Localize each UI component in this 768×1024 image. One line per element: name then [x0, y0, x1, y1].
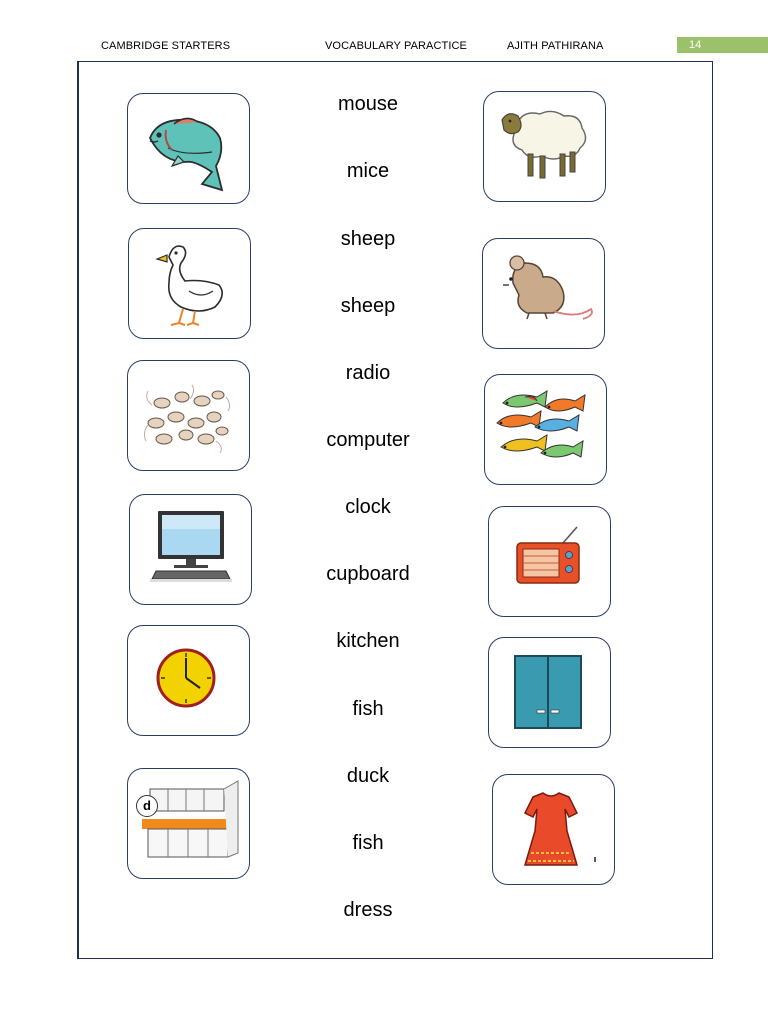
- mouse-icon: [483, 239, 603, 347]
- dress-icon: [493, 775, 613, 883]
- kitchen-letter-label: d: [136, 795, 158, 817]
- sheep-picture-card[interactable]: [483, 91, 606, 202]
- word-item: mouse: [337, 93, 399, 115]
- word-item: sheep: [340, 228, 396, 250]
- fish-group-picture-card[interactable]: [484, 374, 607, 485]
- mouse-picture-card[interactable]: [482, 238, 605, 349]
- kitchen-picture-card[interactable]: [127, 768, 250, 879]
- mice-picture-card[interactable]: [127, 360, 250, 471]
- fish-picture-card[interactable]: [127, 93, 250, 204]
- page-number: 14: [677, 37, 768, 53]
- word-item: mice: [346, 160, 390, 182]
- cupboard-picture-card[interactable]: [488, 637, 611, 748]
- kitchen-icon: [128, 769, 248, 877]
- clock-picture-card[interactable]: [127, 625, 250, 736]
- word-item: duck: [346, 765, 390, 787]
- word-item: computer: [326, 429, 410, 451]
- radio-icon: [489, 507, 609, 615]
- header-left: CAMBRIDGE STARTERS: [101, 40, 231, 52]
- mice-icon: [128, 361, 248, 469]
- duck-icon: [129, 229, 249, 337]
- cupboard-icon: [489, 638, 609, 746]
- sheep-icon: [484, 92, 604, 200]
- word-item: fish: [352, 832, 384, 854]
- computer-icon: [130, 495, 250, 603]
- word-item: kitchen: [336, 630, 400, 652]
- word-item: fish: [352, 698, 384, 720]
- clock-icon: [128, 626, 248, 734]
- header-title: VOCABULARY PARACTICE: [325, 40, 467, 52]
- word-item: sheep: [340, 295, 396, 317]
- radio-picture-card[interactable]: [488, 506, 611, 617]
- word-item: dress: [343, 899, 393, 921]
- fish-icon: [128, 94, 248, 202]
- computer-picture-card[interactable]: [129, 494, 252, 605]
- word-item: cupboard: [326, 563, 410, 585]
- header-author: AJITH PATHIRANA: [507, 40, 604, 52]
- word-item: radio: [345, 362, 391, 384]
- duck-picture-card[interactable]: [128, 228, 251, 339]
- fish-group-icon: [485, 375, 605, 483]
- word-item: clock: [345, 496, 391, 518]
- dress-picture-card[interactable]: [492, 774, 615, 885]
